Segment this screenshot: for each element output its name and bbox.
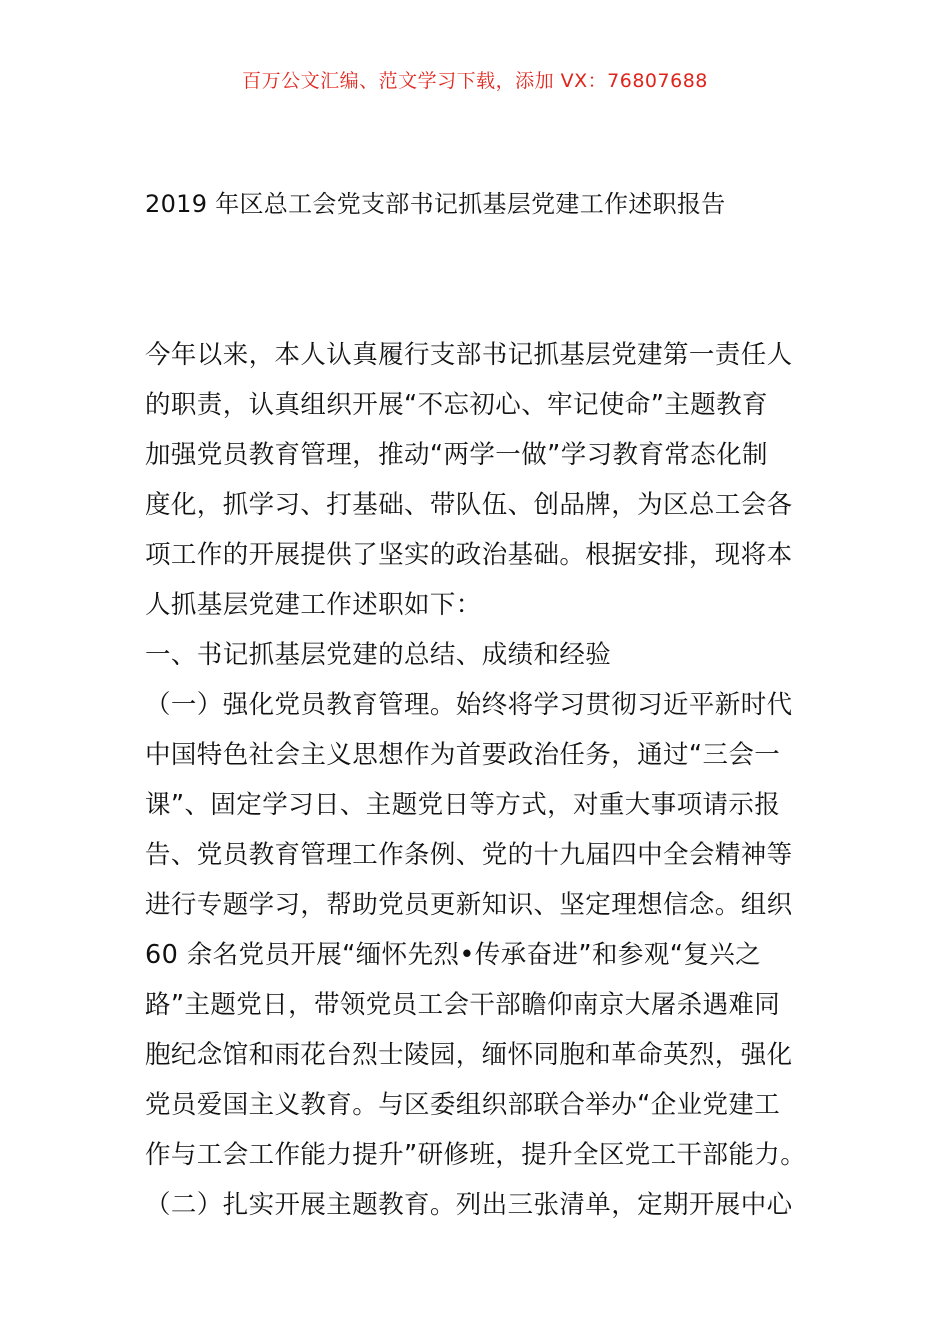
body-line: 进行专题学习，帮助党员更新知识、坚定理想信念。组织 xyxy=(145,890,793,920)
body-line: （二）扎实开展主题教育。列出三张清单，定期开展中心 xyxy=(145,1190,793,1220)
body-line: 60 余名党员开展“缅怀先烈•传承奋进”和参观“复兴之 xyxy=(145,940,762,970)
body-line: 度化，抓学习、打基础、带队伍、创品牌，为区总工会各 xyxy=(145,490,793,520)
body-line: 中国特色社会主义思想作为首要政治任务，通过“三会一 xyxy=(145,740,781,770)
body-line: 人抓基层党建工作述职如下： xyxy=(145,590,482,620)
document-body xyxy=(145,330,810,1230)
body-line: 党员爱国主义教育。与区委组织部联合举办“企业党建工 xyxy=(145,1090,781,1120)
body-line: 的职责，认真组织开展“不忘初心、牢记使命”主题教育 xyxy=(145,390,768,420)
body-line: 今年以来，本人认真履行支部书记抓基层党建第一责任人 xyxy=(145,340,793,370)
body-line: 项工作的开展提供了坚实的政治基础。根据安排，现将本 xyxy=(145,540,793,570)
body-line: 胞纪念馆和雨花台烈士陵园，缅怀同胞和革命英烈，强化 xyxy=(145,1040,793,1070)
header-promo-note: 百万公文汇编、范文学习下载，添加 VX：76807688 xyxy=(242,70,708,92)
document-title: 2019 年区总工会党支部书记抓基层党建工作述职报告 xyxy=(145,190,726,218)
body-line: 加强党员教育管理，推动“两学一做”学习教育常态化制 xyxy=(145,440,768,470)
body-line: 告、党员教育管理工作条例、党的十九届四中全会精神等 xyxy=(145,840,793,870)
body-line: 作与工会工作能力提升”研修班，提升全区党工干部能力。 xyxy=(145,1140,807,1170)
body-line: 路”主题党日，带领党员工会干部瞻仰南京大屠杀遇难同 xyxy=(145,990,781,1020)
body-line: （一）强化党员教育管理。始终将学习贯彻习近平新时代 xyxy=(145,690,793,720)
section-heading: 一、书记抓基层党建的总结、成绩和经验 xyxy=(145,640,612,670)
body-line: 课”、固定学习日、主题党日等方式，对重大事项请示报 xyxy=(145,790,781,820)
